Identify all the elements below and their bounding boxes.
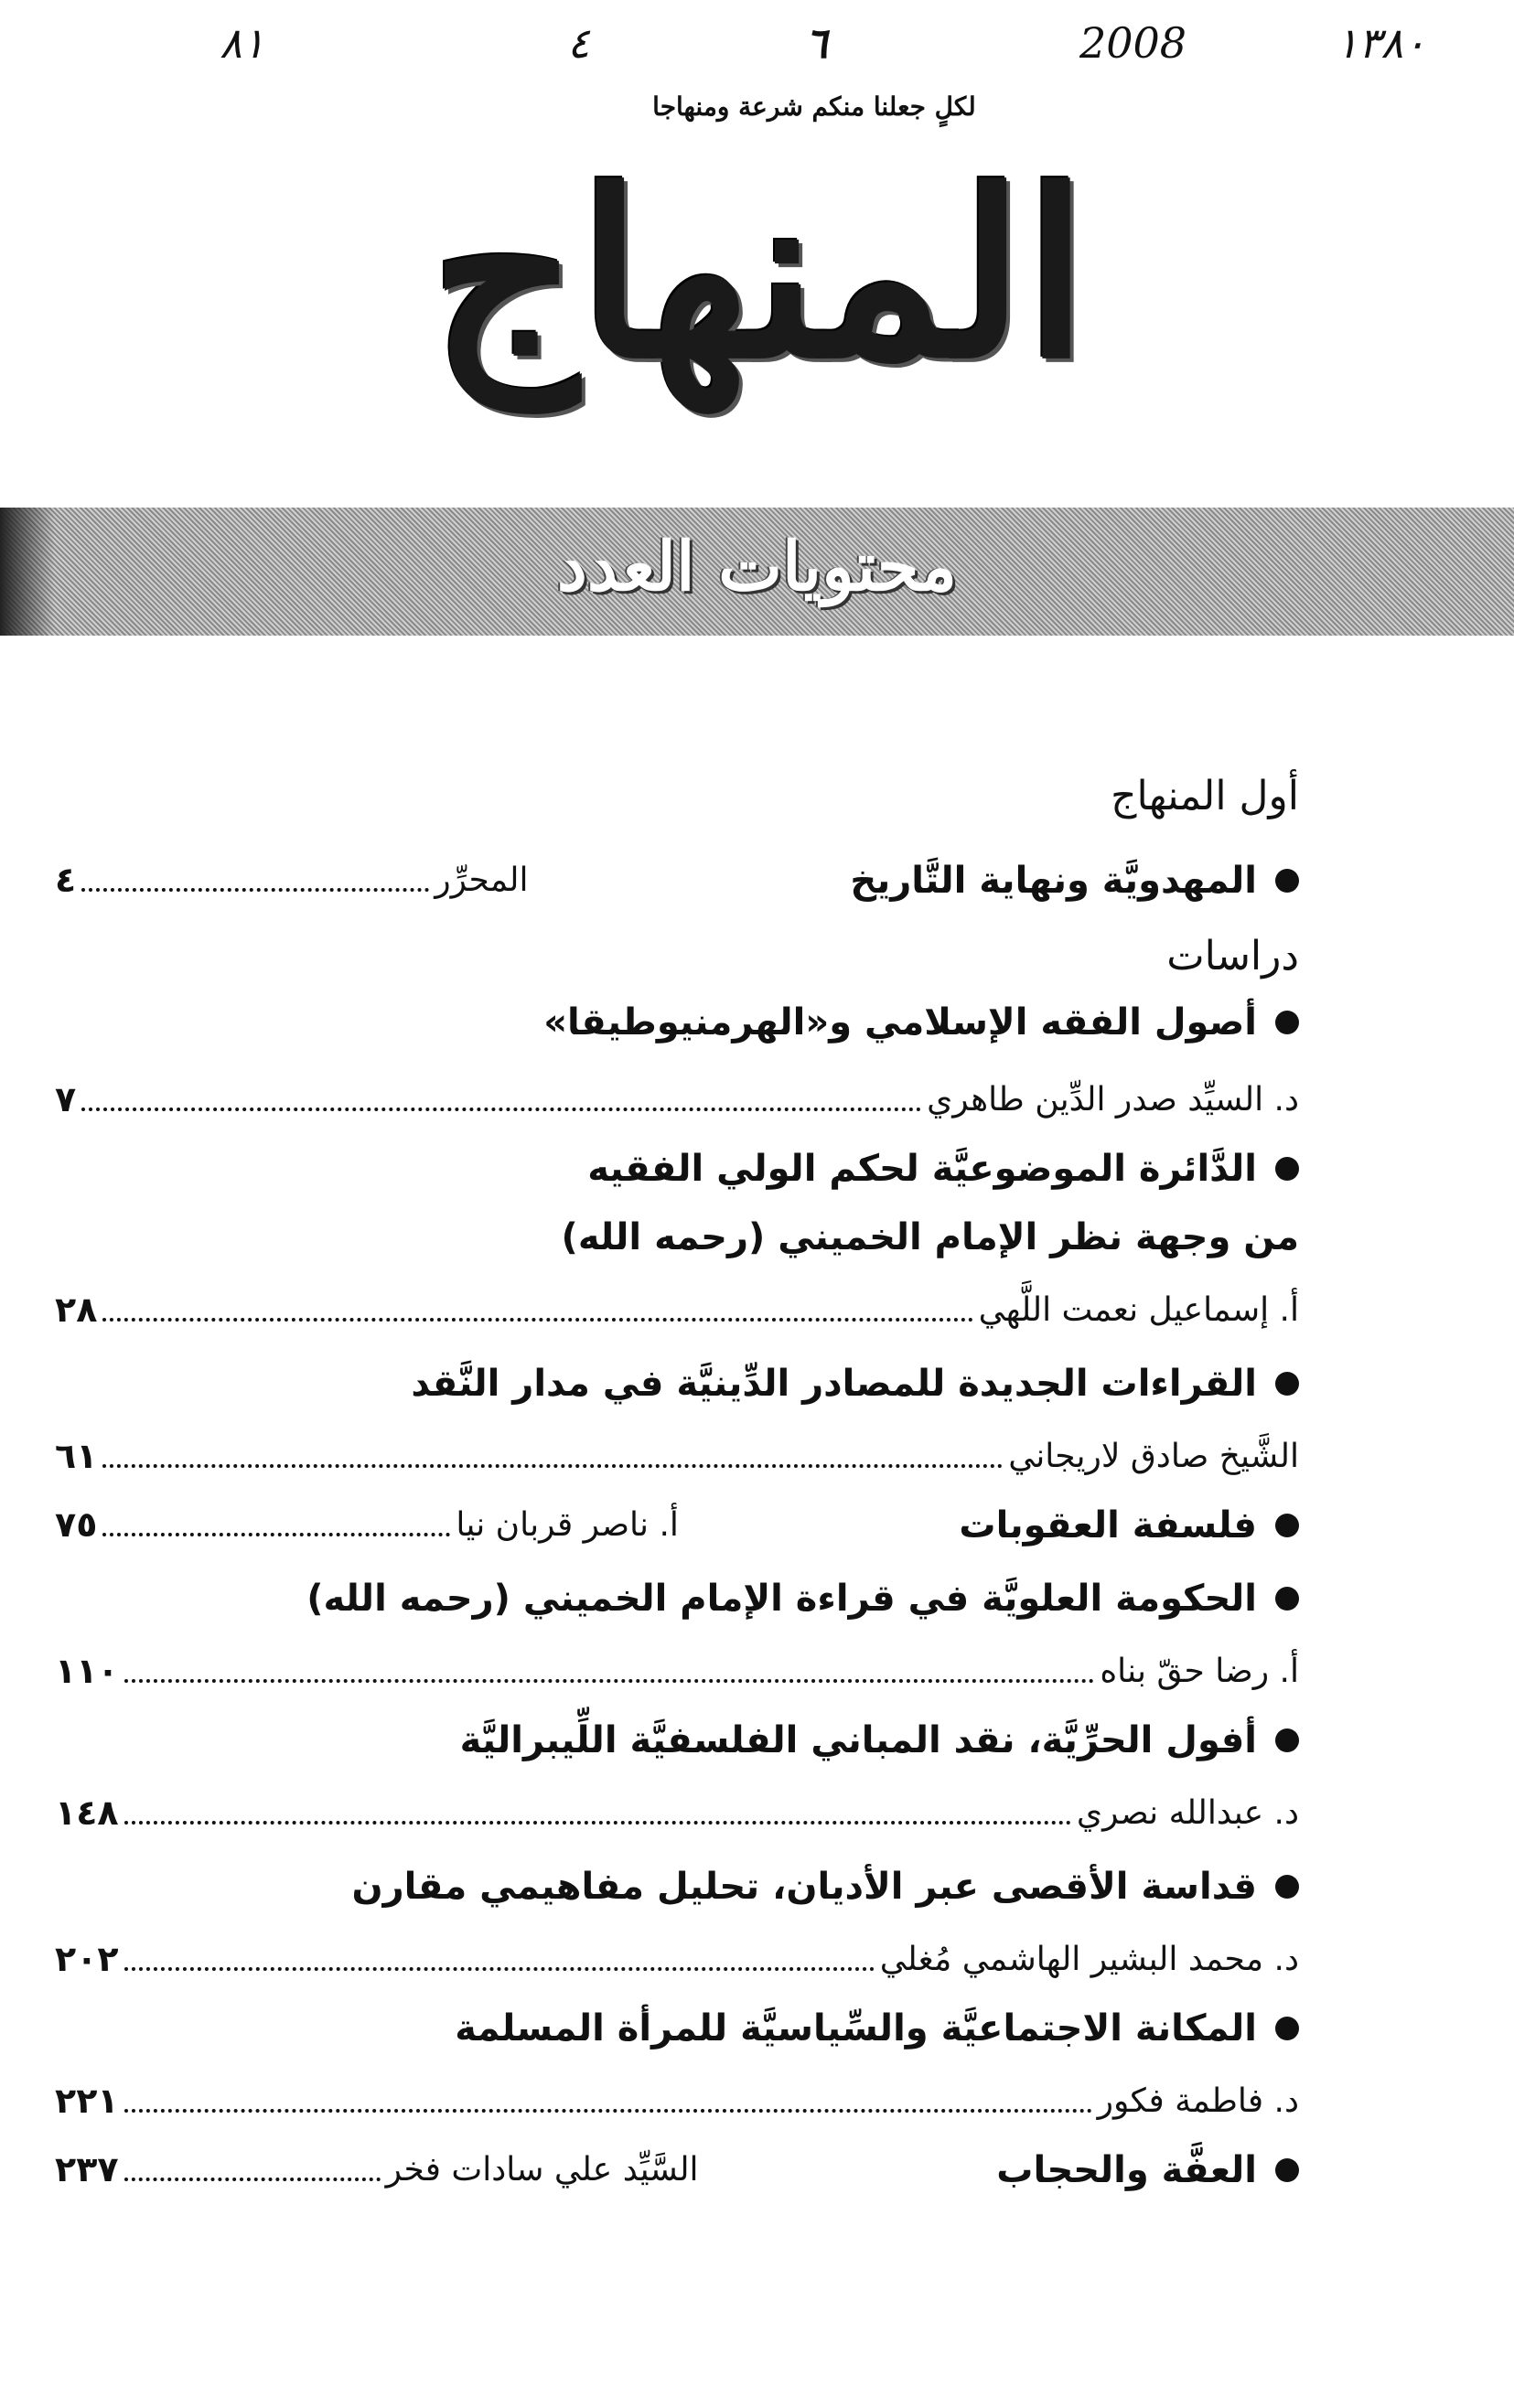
author-line [55,1651,1299,1691]
toc-entry [55,860,1299,924]
page-number: ٢٨ [55,1290,98,1330]
entry-title-text: المكانة الاجتماعيَّة والسِّياسيَّة للمرأة المسلمة [455,2007,1257,2049]
bullet-icon [1275,1011,1299,1034]
entry-title-text: فلسفة العقوبات [959,1504,1257,1546]
handwritten-mark: ٤ [567,18,590,68]
page-number: ٧ [55,1079,77,1119]
bullet-icon [1275,1514,1299,1537]
entry-title [455,2007,1299,2049]
author-name: أ. إسماعيل نعمت اللَّهي [978,1290,1299,1329]
author-name: أ. رضا حقّ بناه [1100,1652,1299,1690]
entry-title-text: المهدويَّة ونهاية التَّاريخ [850,860,1257,902]
entry-title-text: الحكومة العلويَّة في قراءة الإمام الخميني (رحمه الله) [306,1578,1257,1620]
page-number: ٢٢١ [55,2081,119,2121]
author-name: المحرِّر [435,861,529,899]
author-line [55,2149,699,2189]
entry-title-text: العفَّة والحجاب [996,2149,1257,2191]
author-name: السَّيِّد علي سادات فخر [385,2150,699,2189]
toc-entry [55,1504,1299,1568]
bullet-icon [1275,1587,1299,1611]
entry-title [351,1866,1299,1908]
page-number: ٦١ [55,1436,98,1476]
entry-title [460,1719,1299,1761]
author-line [55,1079,1299,1119]
page-number: ٤ [55,860,77,900]
toc-entry [55,1719,1299,1783]
author-name: أ. ناصر قربان نيا [456,1505,679,1544]
page-number: ٢٣٧ [55,2149,119,2189]
author-line [55,860,528,900]
author-name: الشَّيخ صادق لاريجاني [1008,1437,1299,1475]
page-number: ٧٥ [55,1504,98,1545]
bullet-icon [1275,1157,1299,1181]
bullet-icon [1275,1728,1299,1752]
author-line [55,2081,1299,2121]
author-row [55,1079,1299,1143]
dot-leader [102,1513,450,1536]
toc-entry [55,2149,1299,2213]
banner-title: محتويات العدد [556,528,958,606]
bullet-icon [1275,869,1299,893]
entry-subtitle: من وجهة نظر الإمام الخميني (رحمه الله) [561,1216,1299,1258]
entry-title-text: قداسة الأقصى عبر الأديان، تحليل مفاهيمي مقارن [351,1866,1257,1908]
dot-leader [124,2089,1092,2113]
entry-title [411,1363,1299,1405]
dot-leader [124,1801,1071,1825]
entry-title [587,1148,1299,1190]
toc-entry [55,1148,1299,1212]
handwritten-issue: ٦ [805,18,828,68]
author-line [55,1793,1299,1833]
page-number: ٢٠٢ [55,1939,119,1979]
bullet-icon [1275,2158,1299,2182]
bullet-icon [1275,1372,1299,1396]
page-number: ١١٠ [55,1651,119,1691]
entry-subtitle-row [55,1216,1299,1280]
entry-title-text: القراءات الجديدة للمصادر الدِّينيَّة في مدار النَّقد [411,1363,1257,1405]
author-line [55,1504,679,1545]
author-row [55,1436,1299,1500]
author-name: د. فاطمة فكور [1097,2082,1299,2120]
author-row [55,1793,1299,1857]
entry-title-text: أفول الحرِّيَّة، نقد المباني الفلسفيَّة اللِّيبراليَّة [459,1719,1257,1761]
entry-title [959,1504,1299,1546]
dot-leader [124,2157,381,2181]
handwritten-number: ١٣٨٠ [1336,18,1426,68]
author-name: د. محمد البشير الهاشمي مُغلي [879,1940,1299,1978]
dot-leader [124,1947,875,1971]
dot-leader [102,1298,972,1322]
author-name: د. عبدالله نصري [1076,1793,1299,1832]
author-line [55,1290,1299,1330]
toc-entry [55,1001,1299,1065]
author-line [55,1436,1299,1476]
dot-leader [102,1444,1003,1468]
bullet-icon [1275,2017,1299,2040]
handwritten-year: 2008 [1079,18,1187,68]
author-line [55,1939,1299,1979]
author-name: د. السيِّد صدر الدِّين طاهري [927,1080,1299,1118]
author-row [55,1290,1299,1354]
section-heading: دراسات [1166,933,1299,979]
section-heading: أول المنهاج [1111,773,1299,819]
toc-entry [55,1578,1299,1642]
logo-title: المنهاج [430,140,1089,409]
entry-title [850,860,1299,902]
entry-title [996,2149,1299,2191]
dot-leader [81,1087,921,1111]
entry-title [543,1001,1299,1043]
author-row [55,1651,1299,1715]
author-row [55,1939,1299,2003]
dot-leader [81,868,429,892]
handwritten-code: ٨١ [220,18,265,68]
toc-entry [55,1866,1299,1930]
page-number: ١٤٨ [55,1793,119,1833]
logo-slogan: لكلٍ جعلنا منكم شرعة ومنهاجا [652,91,976,122]
toc-entry [55,2007,1299,2071]
entry-title [306,1578,1299,1620]
dot-leader [124,1659,1095,1683]
entry-title-text: الدَّائرة الموضوعيَّة لحكم الولي الفقيه [587,1148,1257,1190]
author-row [55,2081,1299,2145]
bullet-icon [1275,1875,1299,1899]
toc-entry [55,1363,1299,1427]
entry-title-text: أصول الفقه الإسلامي و«الهرمنيوطيقا» [543,1001,1257,1043]
